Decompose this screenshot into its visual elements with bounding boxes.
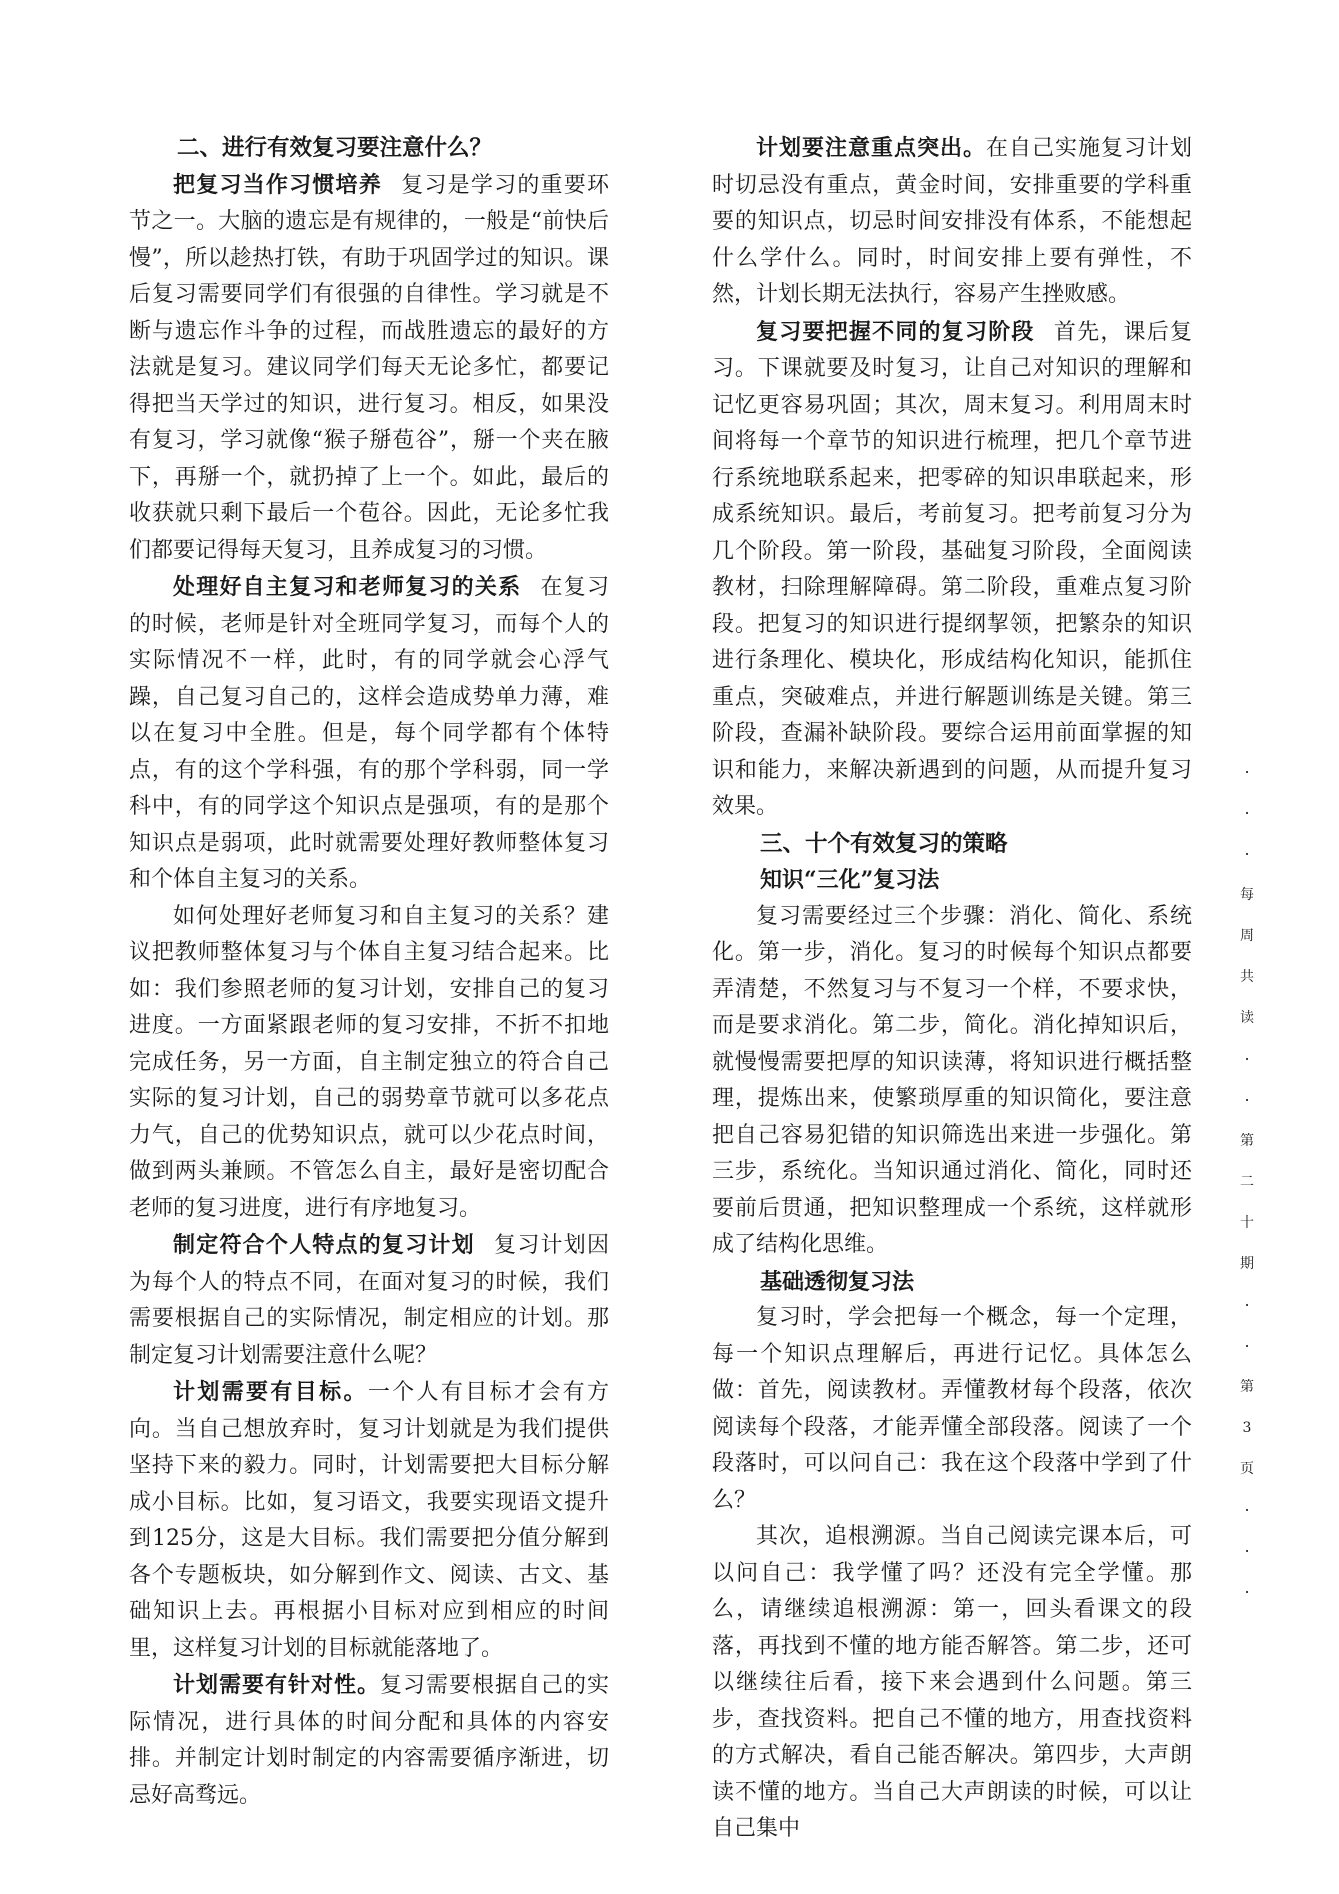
- paragraph-lead: 处理好自主复习和老师复习的关系: [173, 574, 522, 600]
- paragraph-goal: [129, 1374, 609, 1667]
- separator-dot: ·: [1245, 766, 1249, 779]
- paragraph-body: 复习计划因为每个人的特点不同，在面对复习的时候，我们需要根据自己的实际情况，制定相应的计划。那制定复习计划需要注意什么呢？: [129, 1233, 609, 1368]
- paragraph-lead: 把复习当作习惯培养: [173, 171, 382, 198]
- paragraph-lead: 计划需要有针对性。: [173, 1672, 380, 1698]
- paragraph-lead: 计划需要有目标。: [173, 1379, 368, 1405]
- paragraph-habit: [129, 167, 609, 570]
- paragraph-relationship: [129, 569, 609, 899]
- paragraph-combine: 如何处理好老师复习和自主复习的关系？建议把教师整体复习与个体自主复习结合起来。比如：我们参照老师的复习计划，安排自己的复习进度。一方面紧跟老师的复习安排，不折不扣地完成任务，另一方面，自主制定独立的符合自己实际的复习计划，自己的弱势章节就可以多花点力气，自己的优势知识点，就可以少花点时间，做到两头兼顾。不管怎么自主，最好是密切配合老师的复习进度，进行有序地复习。: [129, 903, 609, 1221]
- paragraph-body: 复习是学习的重要环节之一。大脑的遗忘是有规律的，一般是“前快后慢”，所以趁热打铁，有助于巩固学过的知识。课后复习需要同学们有很强的自律性。学习就是不断与遗忘作斗争的过程，而战胜遗忘的最好的方法就是复习。建议同学们每天无论多忙，都要记得把当天学过的知识，进行复习。相反，如果没有复习，学习就像“猴子掰苞谷”，掰一个夹在腋下，再掰一个，就扔掉了上一个。如此，最后的收获就只剩下最后一个苞谷。因此，无论多忙我们都要记得每天复习，且养成复习的习惯。: [129, 172, 609, 563]
- paragraph-plan: [129, 1227, 609, 1374]
- paragraph-body: 一个人有目标才会有方向。当自己想放弃时，复习计划就是为我们提供坚持下来的毅力。同时，计划需要把大目标分解成小目标。比如，复习语文，我要实现语文提升到125分，这是大目标。我们需要把分值分解到各个专题板块，如分解到作文、阅读、古文、基础知识上去。再根据小目标对应到相应的时间里，这样复习计划的目标就能落地了。: [129, 1380, 609, 1661]
- sidebar-char: 3: [1242, 1420, 1252, 1436]
- sidebar-char: 共: [1240, 969, 1254, 985]
- paragraph-body: 在自己实施复习计划时切忌没有重点，黄金时间，安排重要的学科重要的知识点，切忌时间安排没有体系，不能想起什么学什么。同时，时间安排上要有弹性，不然，计划长期无法执行，容易产生挫败感。: [712, 136, 1192, 307]
- paragraph-body: 在复习的时候，老师是针对全班同学复习，而每个人的实际情况不一样，此时，有的同学就会心浮气躁，自己复习自己的，这样会造成势单力薄，难以在复习中全胜。但是，每个同学都有个体特点，有的这个学科强，有的那个学科弱，同一学科中，有的同学这个知识点是强项，有的是那个知识点是弱项，此时就需要处理好教师整体复习和个体自主复习的关系。: [129, 575, 609, 892]
- paragraph-focus: [712, 130, 1192, 314]
- separator-dot: ·: [1245, 1299, 1249, 1312]
- paragraph-lead: 计划要注意重点突出。: [756, 135, 986, 161]
- separator-dot: ·: [1245, 1586, 1249, 1599]
- sidebar-char: 第: [1240, 1133, 1254, 1149]
- section-heading-2: 二、进行有效复习要注意什么？: [177, 135, 493, 161]
- separator-dot: ·: [1245, 1340, 1249, 1353]
- sidebar-char: 页: [1240, 1461, 1254, 1477]
- sidebar-char: 周: [1240, 928, 1254, 944]
- sidebar-char: 期: [1240, 1256, 1254, 1272]
- separator-dot: ·: [1245, 1504, 1249, 1517]
- sidebar-char: 十: [1240, 1215, 1254, 1231]
- sidebar-char: 第: [1240, 1379, 1254, 1395]
- separator-dot: ·: [1245, 1094, 1249, 1107]
- paragraph-concepts: 复习时，学会把每一个概念，每一个定理，每一个知识点理解后，再进行记忆。具体怎么做：首先，阅读教材。弄懂教材每个段落，依次阅读每个段落，才能弄懂全部段落。阅读了一个段落时，可以问自己：我在这个段落中学到了什么？: [712, 1305, 1192, 1513]
- separator-dot: ·: [1245, 1545, 1249, 1558]
- sidebar-issue-info: [1232, 752, 1262, 1613]
- paragraph-body: 首先，课后复习。下课就要及时复习，让自己对知识的理解和记忆更容易巩固；其次，周末复习。利用周末时间将每一个章节的知识进行梳理，把几个章节进行系统地联系起来，把零碎的知识串联起来，形成系统知识。最后，考前复习。把考前复习分为几个阶段。第一阶段，基础复习阶段，全面阅读教材，扫除理解障碍。第二阶段，重难点复习阶段。把复习的知识进行提纲挈领，把繁杂的知识进行条理化、模块化，形成结构化知识，能抓住重点，突破难点，并进行解题训练是关键。第三阶段，查漏补缺阶段。要综合运用前面掌握的知识和能力，来解决新遇到的问题，从而提升复习效果。: [712, 319, 1192, 819]
- paragraph-body: 复习需要根据自己的实际情况，进行具体的时间分配和具体的内容安排。并制定计划时制定的内容需要循序渐进，切忌好高骛远。: [129, 1673, 609, 1808]
- separator-dot: ·: [1245, 807, 1249, 820]
- subheading-three-ization: 知识“三化”复习法: [760, 867, 940, 893]
- sidebar-char: 二: [1240, 1174, 1254, 1190]
- subheading-fundamentals: 基础透彻复习法: [760, 1268, 915, 1295]
- paragraph-lead: 复习要把握不同的复习阶段: [756, 318, 1035, 345]
- right-column: [712, 130, 1192, 1848]
- section-heading-3: 三、十个有效复习的策略: [760, 830, 1008, 857]
- left-column: [129, 130, 609, 1814]
- sidebar-char: 每: [1240, 887, 1254, 903]
- paragraph-trace-source: 其次，追根溯源。当自己阅读完课本后，可以问自己：我学懂了吗？还没有完全学懂。那么，请继续追根溯源：第一，回头看课文的段落，再找到不懂的地方能否解答。第二步，还可以继续往后看，接下来会遇到什么问题。第三步，查找资料。把自己不懂的地方，用查找资料的方式解决，看自己能否解决。第四步，大声朗读不懂的地方。当自己大声朗读的时候，可以让自己集中: [712, 1524, 1192, 1841]
- paragraph-lead: 制定符合个人特点的复习计划: [173, 1232, 475, 1258]
- separator-dot: ·: [1245, 1053, 1249, 1066]
- paragraph-stages: [712, 314, 1192, 826]
- separator-dot: ·: [1245, 848, 1249, 861]
- sidebar-char: 读: [1240, 1010, 1254, 1026]
- paragraph-three-steps: 复习需要经过三个步骤：消化、简化、系统化。第一步，消化。复习的时候每个知识点都要弄清楚，不然复习与不复习一个样，不要求快，而是要求消化。第二步，简化。消化掉知识后，就慢慢需要把厚的知识读薄，将知识进行概括整理，提炼出来，使繁琐厚重的知识简化，要注意把自己容易犯错的知识筛选出来进一步强化。第三步，系统化。当知识通过消化、简化，同时还要前后贯通，把知识整理成一个系统，这样就形成了结构化思维。: [712, 903, 1192, 1257]
- paragraph-targeted: [129, 1667, 609, 1814]
